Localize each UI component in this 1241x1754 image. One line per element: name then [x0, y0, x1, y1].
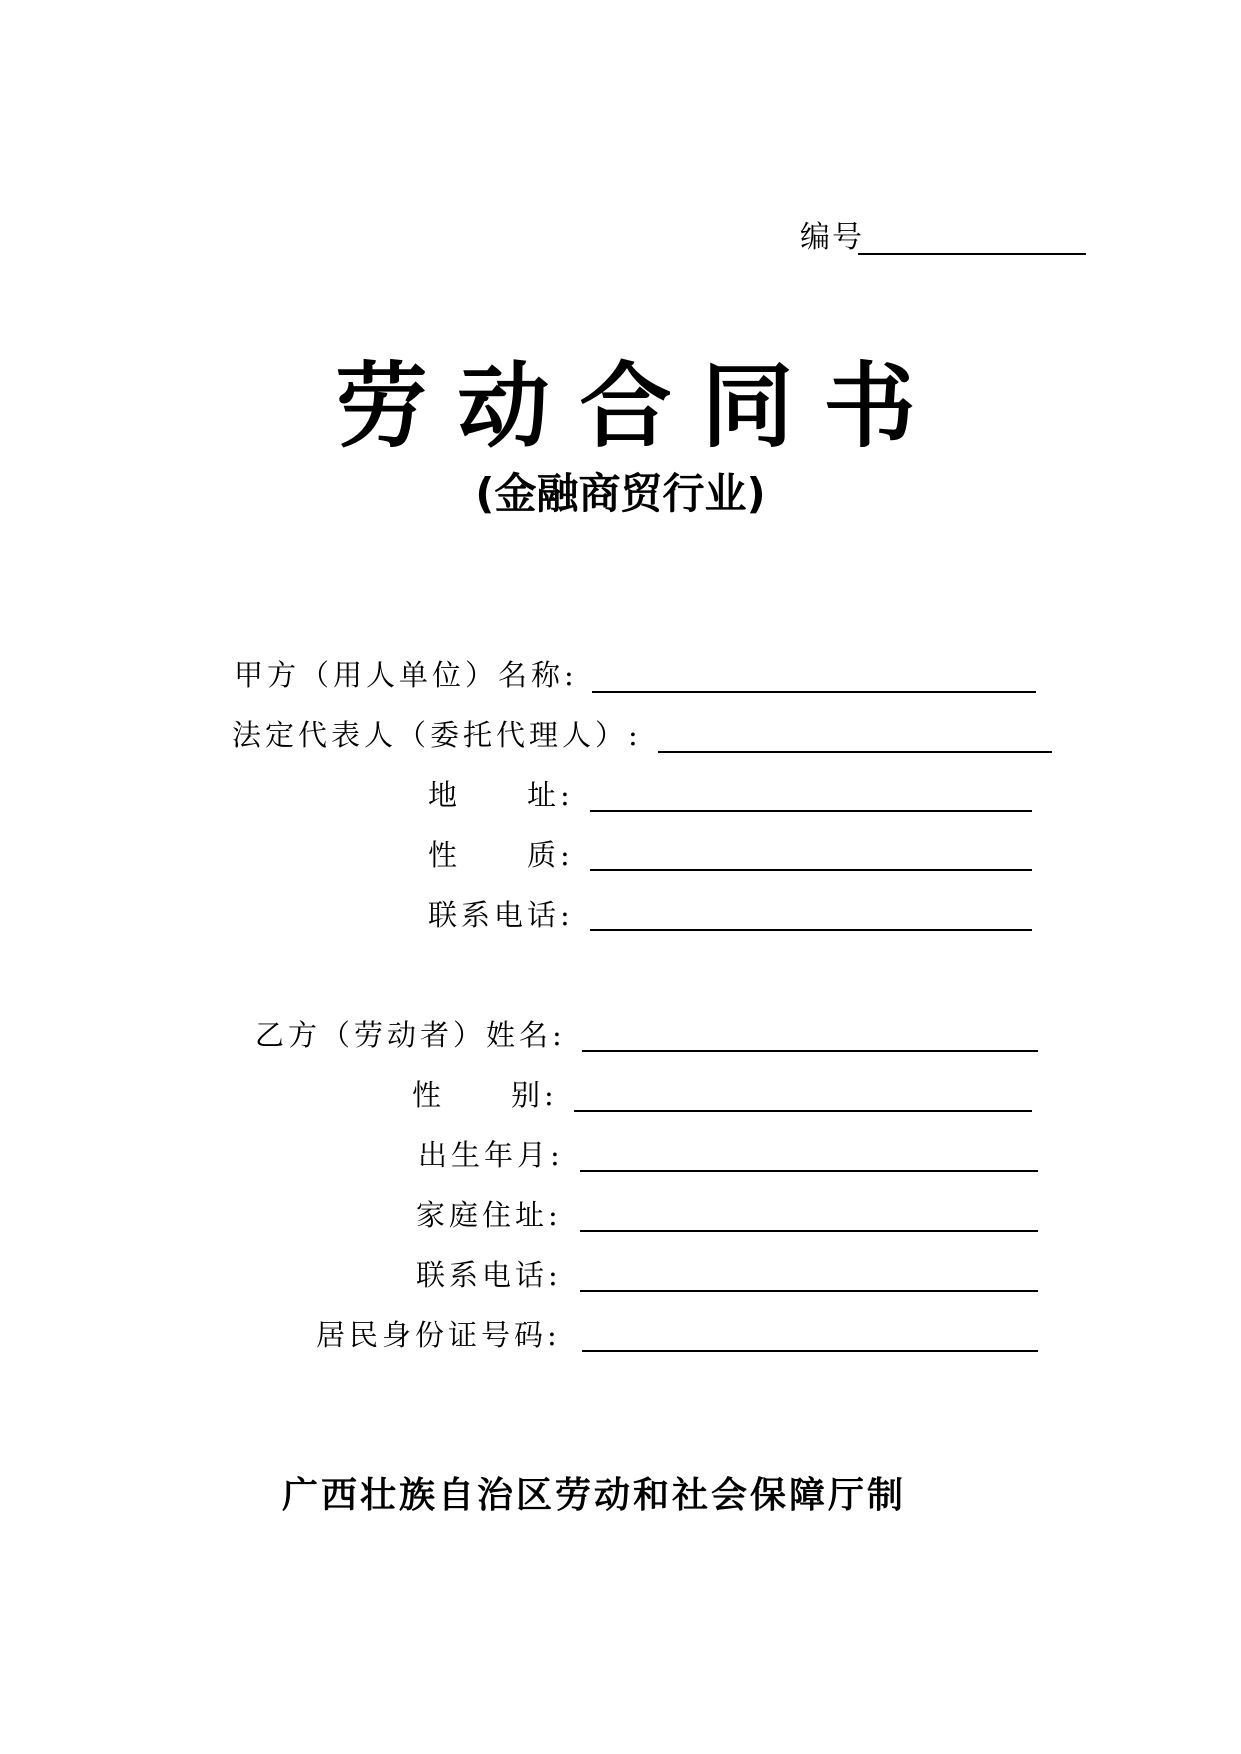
party-b-birth-field[interactable]: [580, 1170, 1038, 1172]
party-a-phone-label: 联系电话:: [428, 898, 574, 932]
party-a-address-field[interactable]: [590, 810, 1032, 812]
party-a-name-label: 甲方（用人单位）名称:: [234, 658, 578, 692]
document-title: 劳动合同书: [335, 353, 946, 460]
party-a-nature-field[interactable]: [590, 869, 1032, 871]
party-a-nature-label: 性 质:: [428, 838, 574, 872]
party-a-phone-field[interactable]: [590, 929, 1032, 931]
party-b-phone-field[interactable]: [580, 1290, 1038, 1292]
party-b-phone-label: 联系电话:: [416, 1258, 562, 1292]
serial-number-field[interactable]: [858, 253, 1086, 255]
party-b-home-address-field[interactable]: [580, 1230, 1038, 1232]
party-a-address-label: 地 址:: [428, 778, 574, 812]
party-b-birth-label: 出生年月:: [418, 1138, 564, 1172]
issuer-footer: 广西壮族自治区劳动和社会保障厅制: [282, 1475, 907, 1516]
party-b-gender-label: 性 别:: [412, 1078, 558, 1112]
party-b-home-address-label: 家庭住址:: [416, 1198, 562, 1232]
party-a-representative-field[interactable]: [658, 751, 1052, 753]
party-b-name-label: 乙方（劳动者）姓名:: [255, 1018, 566, 1052]
party-a-name-field[interactable]: [592, 691, 1036, 693]
document-subtitle: (金融商贸行业): [475, 469, 766, 518]
serial-number-label: 编号: [800, 220, 864, 255]
party-b-gender-field[interactable]: [574, 1110, 1032, 1112]
party-a-representative-label: 法定代表人（委托代理人）:: [232, 718, 642, 752]
party-b-id-number-label: 居民身份证号码:: [316, 1318, 561, 1352]
party-b-name-field[interactable]: [582, 1050, 1038, 1052]
party-b-id-number-field[interactable]: [582, 1350, 1038, 1352]
